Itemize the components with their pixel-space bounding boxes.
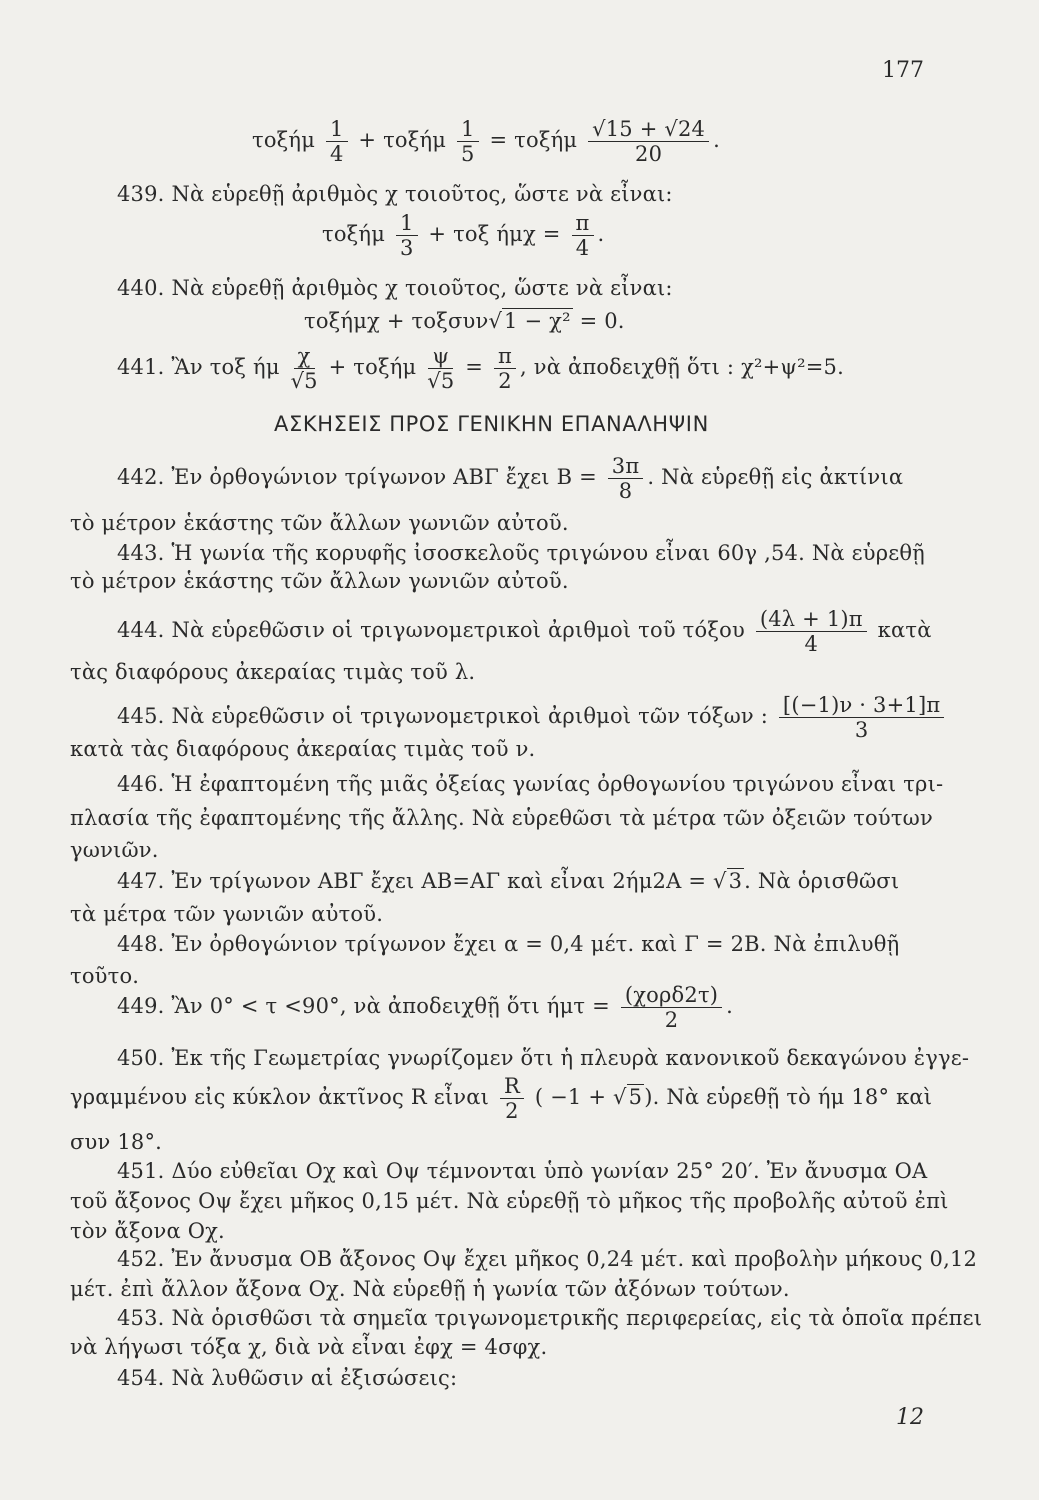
eq-text: = 0.: [579, 309, 625, 333]
exercise-446: [117, 772, 943, 796]
eq-text: Νὰ εὑρεθῶσιν οἱ τριγωνομετρικοὶ ἀριθμοὶ τοῦ τόξου: [171, 618, 745, 642]
exercise-450-cont: συν 18°.: [70, 1130, 163, 1154]
page-number: 177: [882, 58, 924, 83]
equation-439: [322, 212, 604, 259]
exercise-text: Νὰ εὑρεθῇ ἀριθμὸς χ τοιοῦτος, ὥστε νὰ εἶναι:: [171, 182, 673, 206]
denominator: 4: [329, 142, 344, 166]
numerator: √15 + √24: [588, 118, 709, 142]
exercise-number: 441.: [117, 355, 165, 379]
eq-text: Ἐν ὀρθογώνιον τρίγωνον ΑΒΓ ἔχει Β =: [171, 465, 597, 489]
exercise-444-cont: τὰς διαφόρους ἀκεραίας τιμὰς τοῦ λ.: [70, 660, 476, 684]
eq-text: Ἐν τρίγωνον ΑΒΓ ἔχει ΑΒ=ΑΓ καὶ εἶναι 2ήμ2Α =: [171, 869, 707, 893]
denominator: 4: [575, 236, 590, 260]
exercise-number: 447.: [117, 869, 165, 893]
denominator: 20: [635, 142, 663, 166]
eq-text: Νὰ εὑρεθῶσιν οἱ τριγωνομετρικοὶ ἀριθμοὶ τῶν τόξων :: [171, 704, 769, 728]
equation-440: τοξήμχ + τοξσυν√1 − χ² = 0.: [304, 309, 625, 333]
exercise-448: [117, 932, 899, 956]
eq-text: Ἂν 0° < τ <90°, νὰ ἀποδειχθῇ ὅτι ήμτ =: [171, 994, 610, 1018]
radicand: 1 − χ²: [504, 309, 571, 333]
eq-text: + τοξ ήμχ =: [428, 222, 561, 246]
numerator: 1: [326, 118, 348, 142]
exercise-text: Νὰ εὑρεθῇ ἀριθμὸς χ τοιοῦτος, ὥστε νὰ εἶναι:: [171, 276, 673, 300]
eq-text: . Νὰ ὁρισθῶσι: [744, 869, 900, 893]
eq-text: + τοξήμ: [358, 128, 447, 152]
exercise-440: [117, 276, 673, 300]
exercise-453: [117, 1306, 982, 1330]
eq-text: .: [726, 994, 734, 1018]
exercise-452-cont: μέτ. ἐπὶ ἄλλον ἄξονα Οχ. Νὰ εὑρεθῇ ἡ γωνία τῶν ἀξόνων τούτων.: [70, 1277, 790, 1301]
exercise-445-cont: κατὰ τὰς διαφόρους ἀκεραίας τιμὰς τοῦ ν.: [70, 737, 536, 761]
exercise-number: 442.: [117, 465, 165, 489]
numerator: [(−1)ν · 3+1]π: [779, 694, 944, 718]
exercise-number: 439.: [117, 182, 165, 206]
denominator: 8: [618, 479, 633, 503]
numerator: 3π: [608, 455, 644, 479]
exercise-number: 448.: [117, 932, 165, 956]
exercise-451-cont2: τὸν ἄξονα Οχ.: [70, 1219, 225, 1243]
exercise-450: [117, 1046, 969, 1070]
eq-text: ). Νὰ εὑρεθῇ τὸ ήμ 18° καὶ: [644, 1085, 933, 1109]
eq-text: κατὰ: [877, 618, 932, 642]
exercise-number: 444.: [117, 618, 165, 642]
denominator: 2: [664, 1008, 679, 1032]
numerator: χ: [294, 345, 315, 369]
denominator: 3: [399, 236, 414, 260]
exercise-448-cont: τοῦτο.: [70, 964, 140, 988]
exercise-445: [117, 694, 948, 741]
exercise-text: Ἡ γωνία τῆς κορυφῆς ἰσοσκελοῦς τριγώνου εἶναι 60γ ,54. Νὰ εὑρεθῇ: [171, 541, 925, 565]
exercise-number: 453.: [117, 1306, 165, 1330]
exercise-number: 451.: [117, 1159, 165, 1183]
exercise-441: [117, 345, 844, 392]
numerator: π: [572, 212, 594, 236]
radicand: 5: [628, 1085, 643, 1109]
numerator: π: [494, 345, 516, 369]
exercise-443-cont: τὸ μέτρον ἑκάστης τῶν ἄλλων γωνιῶν αὐτοῦ.: [70, 569, 569, 593]
exercise-446-cont1: πλασία τῆς ἐφαπτομένης τῆς ἄλλης. Νὰ εὑρεθῶσι τὰ μέτρα τῶν ὀξειῶν τούτων: [70, 806, 933, 830]
numerator: (χορδ2τ): [621, 984, 722, 1008]
eq-text: . Νὰ εὑρεθῇ εἰς ἀκτίνια: [647, 465, 904, 489]
eq-text: =: [465, 355, 484, 379]
exercise-text: Νὰ λυθῶσιν αἱ ἐξισώσεις:: [171, 1366, 458, 1390]
numerator: R: [500, 1075, 524, 1099]
exercise-453-cont: νὰ λήγωσι τόξα χ, διὰ νὰ εἶναι ἐφχ = 4σφχ.: [70, 1335, 548, 1359]
denominator: √5: [290, 369, 318, 393]
eq-text: .: [597, 222, 605, 246]
exercise-text: Ἐν ὀρθογώνιον τρίγωνον ἔχει α = 0,4 μέτ. καὶ Γ = 2Β. Νὰ ἐπιλυθῇ: [171, 932, 900, 956]
eq-text: τοξήμ: [322, 222, 386, 246]
exercise-449: [117, 984, 733, 1031]
exercise-text: Ἡ ἐφαπτομένη τῆς μιᾶς ὀξείας γωνίας ὀρθογωνίου τριγώνου εἶναι τρι-: [171, 772, 944, 796]
denominator: 3: [854, 718, 869, 742]
exercise-number: 443.: [117, 541, 165, 565]
exercise-452: [117, 1247, 977, 1271]
exercise-number: 446.: [117, 772, 165, 796]
eq-text: γραμμένου εἰς κύκλον ἀκτῖνος R εἶναι: [70, 1085, 490, 1109]
exercise-442-cont: τὸ μέτρον ἑκάστης τῶν ἄλλων γωνιῶν αὐτοῦ.: [70, 511, 569, 535]
eq-text: ( −1 +: [534, 1085, 607, 1109]
denominator: 2: [505, 1099, 519, 1123]
exercise-text: Δύο εὐθεῖαι Οχ καὶ Οψ τέμνονται ὑπὸ γωνίαν 25° 20′. Ἐν ἄνυσμα ΟΑ: [171, 1159, 928, 1183]
denominator: 5: [461, 142, 475, 166]
exercise-446-cont2: γωνιῶν.: [70, 838, 159, 862]
radicand: 3: [728, 869, 743, 893]
exercise-number: 450.: [117, 1046, 165, 1070]
denominator: √5: [427, 369, 455, 393]
numerator: 1: [457, 118, 479, 142]
exercise-number: 452.: [117, 1247, 165, 1271]
eq-text: .: [713, 128, 720, 152]
eq-text: τοξήμ: [252, 128, 316, 152]
section-heading: ΑΣΚΗΣΕΙΣ ΠΡΟΣ ΓΕΝΙΚΗΝ ΕΠΑΝΑΛΗΨΙΝ: [274, 412, 709, 436]
exercise-451-cont1: τοῦ ἄξονος Οψ ἔχει μῆκος 0,15 μέτ. Νὰ εὑρεθῇ τὸ μῆκος τῆς προβολῆς αὐτοῦ ἐπὶ: [70, 1189, 949, 1213]
eq-text: , νὰ ἀποδειχθῇ ὅτι : χ²+ψ²=5.: [519, 355, 844, 379]
exercise-number: 445.: [117, 704, 165, 728]
numerator: 1: [396, 212, 418, 236]
exercise-451: [117, 1159, 927, 1183]
printer-signature: 12: [896, 1405, 924, 1430]
equation-438: [252, 118, 720, 165]
exercise-443: [117, 541, 925, 565]
eq-text: Ἂν τοξ ήμ: [171, 355, 280, 379]
exercise-number: 449.: [117, 994, 165, 1018]
exercise-text: Ἐκ τῆς Γεωμετρίας γνωρίζομεν ὅτι ἡ πλευρὰ κανονικοῦ δεκαγώνου ἐγγε-: [171, 1046, 970, 1070]
exercise-447: 447. Ἐν τρίγωνον ΑΒΓ ἔχει ΑΒ=ΑΓ καὶ εἶναι 2ήμ2Α = √3. Νὰ ὁρισθῶσι: [117, 869, 900, 893]
numerator: ψ: [428, 345, 453, 369]
exercise-439: [117, 182, 673, 206]
exercise-442: [117, 455, 903, 502]
denominator: 4: [804, 632, 819, 656]
exercise-454: [117, 1366, 457, 1390]
exercise-text: Νὰ ὁρισθῶσι τὰ σημεῖα τριγωνομετρικῆς περιφερείας, εἰς τὰ ὁποῖα πρέπει: [171, 1306, 983, 1330]
eq-text: τοξήμχ + τοξσυν: [304, 309, 489, 333]
exercise-450-line2: γραμμένου εἰς κύκλον ἀκτῖνος R εἶναι $\frac{R}{2}$ ( −1 + √5). Νὰ εὑρεθῇ τὸ ήμ 18° καὶ: [70, 1074, 933, 1123]
exercise-444: [117, 608, 932, 655]
denominator: 2: [498, 369, 512, 393]
exercise-number: 454.: [117, 1366, 165, 1390]
exercise-447-cont: τὰ μέτρα τῶν γωνιῶν αὐτοῦ.: [70, 902, 384, 926]
numerator: (4λ + 1)π: [756, 608, 867, 632]
eq-text: + τοξήμ: [328, 355, 417, 379]
exercise-text: Ἐν ἄνυσμα ΟΒ ἄξονος Οψ ἔχει μῆκος 0,24 μέτ. καὶ προβολὴν μήκους 0,12: [171, 1247, 978, 1271]
eq-text: = τοξήμ: [489, 128, 578, 152]
exercise-number: 440.: [117, 276, 165, 300]
